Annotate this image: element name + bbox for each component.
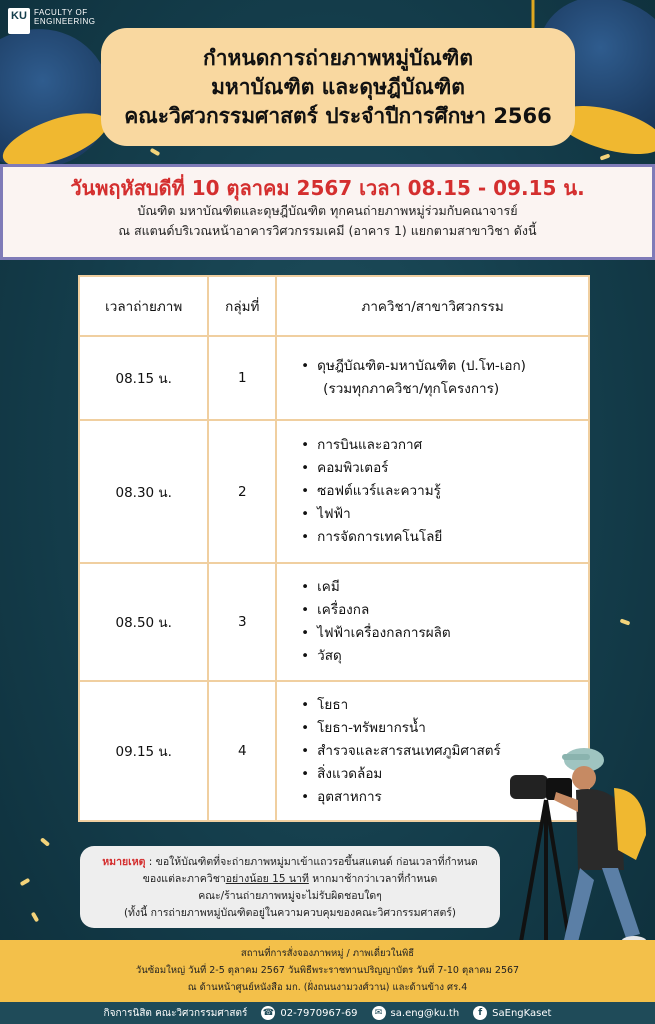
header-time: เวลาถ่ายภาพ: [79, 276, 208, 336]
title-line-3: คณะวิศวกรรมศาสตร์ ประจำปีการศึกษา 2566: [124, 103, 552, 128]
row-time: 09.15 น.: [79, 681, 208, 821]
faculty-logo: [8, 8, 96, 34]
booking-line-3: ณ ด้านหน้าศูนย์หนังสือ มก. (ฝั่งถนนงามวงศ์วาน) และด้านข้าง ศร.4: [187, 982, 468, 993]
row-group: 4: [208, 681, 276, 821]
list-item: • การจัดการเทคโนโลยี: [301, 526, 580, 549]
email-icon: ✉: [372, 1006, 386, 1020]
booking-info: [0, 940, 655, 1002]
row-departments: [276, 336, 589, 420]
confetti: [620, 618, 631, 625]
list-item: • การบินและอวกาศ: [301, 434, 580, 457]
confetti: [600, 153, 611, 160]
ku-logo-mark: KU: [8, 8, 30, 34]
list-item: • ไฟฟ้าเครื่องกลการผลิต: [301, 622, 580, 645]
row-group: 1: [208, 336, 276, 420]
table-header-row: [79, 276, 589, 336]
booking-line-2: วันซ้อมใหญ่ วันที่ 2-5 ตุลาคม 2567 วันพิธีพระราชทานปริญญาบัตร วันที่ 7-10 ตุลาคม 2567: [135, 965, 520, 976]
phone-icon: ☎: [262, 1008, 274, 1018]
footer-email[interactable]: ✉ sa.eng@ku.th: [372, 1006, 460, 1020]
list-item: • เครื่องกล: [301, 599, 580, 622]
list-item: • เคมี: [301, 576, 580, 599]
date-subtext-1: บัณฑิต มหาบัณฑิตและดุษฎีบัณฑิต ทุกคนถ่ายภาพหมู่ร่วมกับคณาจารย์: [137, 203, 518, 218]
footer-contact-bar: [0, 1002, 655, 1024]
list-item: • โยธา: [301, 694, 580, 717]
row-group: 3: [208, 563, 276, 681]
date-subtext-2: ณ สแตนด์บริเวณหน้าอาคารวิศวกรรมเคมี (อาคาร 1) แยกตามสาขาวิชา ดังนี้: [118, 223, 537, 238]
row-time: 08.50 น.: [79, 563, 208, 681]
date-headline: วันพฤหัสบดีที่ 10 ตุลาคม 2567 เวลา 08.15 - 09.15 น.: [70, 176, 585, 200]
list-item: • ซอฟต์แวร์และความรู้: [301, 480, 580, 503]
list-item: • สำรวจและสารสนเทศภูมิศาสตร์: [301, 740, 580, 763]
list-item: • อุตสาหการ: [301, 786, 580, 809]
title-line-2: มหาบัณฑิต และดุษฎีบัณฑิต: [211, 74, 465, 99]
confetti: [40, 837, 50, 846]
confetti: [20, 878, 31, 886]
table-row: [79, 563, 589, 681]
booking-line-1: สถานที่การสั่งจองภาพหมู่ / ภาพเดี่ยวในพิธี: [240, 948, 415, 959]
note-line-3: คณะ/ร้านถ่ายภาพหมู่จะไม่รับผิดชอบใดๆ: [198, 890, 382, 902]
list-item: • ดุษฎีบัณฑิต-มหาบัณฑิต (ป.โท-เอก): [301, 355, 580, 378]
list-item: • ไฟฟ้า: [301, 503, 580, 526]
footer-phone[interactable]: ☎ 02-7970967-69: [262, 1007, 358, 1019]
header-department: ภาควิชา/สาขาวิศวกรรม: [276, 276, 589, 336]
list-item-note: (รวมทุกภาควิชา/ทุกโครงการ): [323, 381, 500, 397]
footer-facebook[interactable]: f SaEngKaset: [473, 1006, 551, 1020]
note-line-4: (ทั้งนี้ การถ่ายภาพหมู่บัณฑิตอยู่ในความควบคุมของคณะวิศวกรรมศาสตร์): [123, 907, 457, 919]
row-departments: [276, 420, 589, 563]
note-line-2: ของแต่ละภาควิชาอย่างน้อย 15 นาที หากมาช้ากว่าเวลาที่กำหนด: [142, 873, 438, 885]
header-group: กลุ่มที่: [208, 276, 276, 336]
logo-text: FACULTY OF ENGINEERING: [34, 8, 96, 26]
list-item: • คอมพิวเตอร์: [301, 457, 580, 480]
list-item: • สิ่งแวดล้อม: [301, 763, 580, 786]
row-time: 08.30 น.: [79, 420, 208, 563]
footer-org: กิจการนิสิต คณะวิศวกรรมศาสตร์: [103, 1007, 248, 1019]
note-label: หมายเหตุ: [102, 856, 146, 868]
list-item: • โยธา-ทรัพยากรน้ำ: [301, 717, 580, 740]
row-time: 08.15 น.: [79, 336, 208, 420]
table-row: [79, 420, 589, 563]
note-line-1: หมายเหตุ : ขอให้บัณฑิตที่จะถ่ายภาพหมู่มาเข้าแถวรอขึ้นสแตนด์ ก่อนเวลาที่กำหนด: [102, 856, 478, 868]
table-row: [79, 336, 589, 420]
confetti: [150, 148, 161, 156]
list-item: • วัสดุ: [301, 645, 580, 668]
row-group: 2: [208, 420, 276, 563]
date-band: [0, 164, 655, 260]
facebook-icon: f: [473, 1006, 487, 1020]
page-title-box: [101, 28, 575, 146]
title-line-1: กำหนดการถ่ายภาพหมู่บัณฑิต: [203, 45, 473, 70]
note-underline: อย่างน้อย 15 นาที: [225, 873, 309, 885]
remark-note: [80, 846, 500, 928]
confetti: [31, 912, 39, 923]
row-departments: [276, 563, 589, 681]
